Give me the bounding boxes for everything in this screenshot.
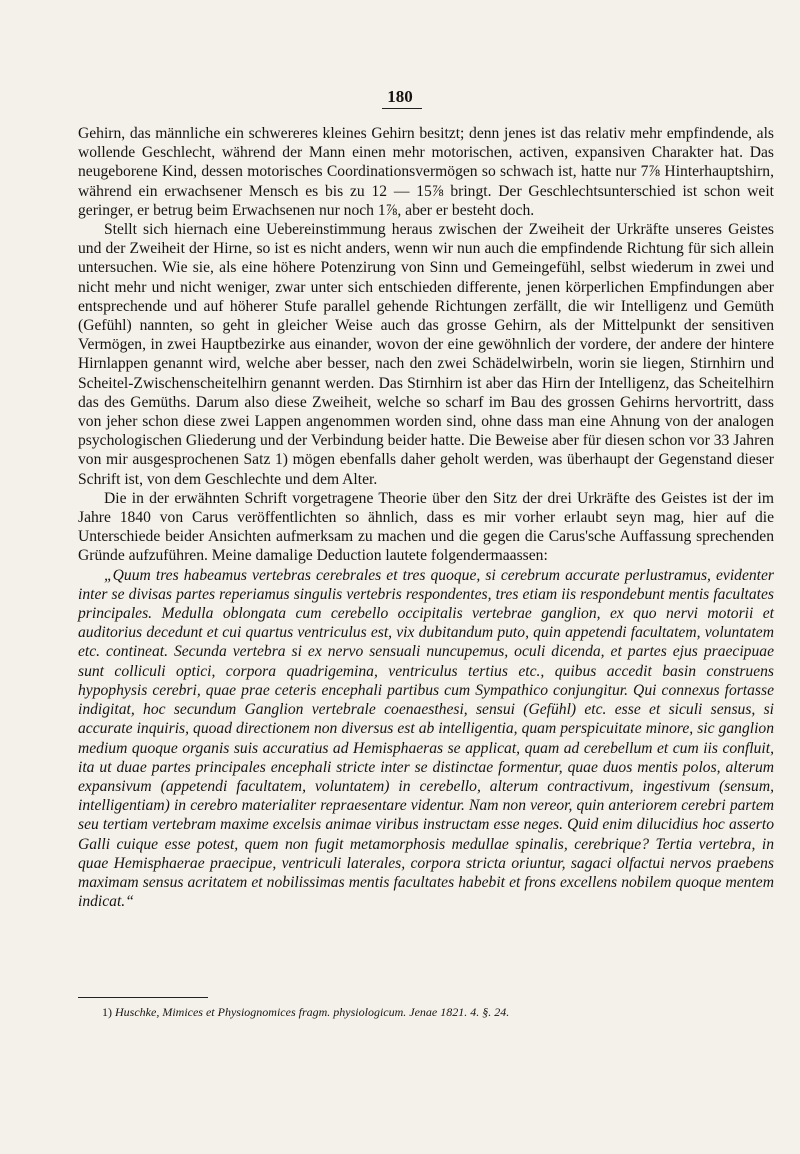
latin-quotation: „Quum tres habeamus vertebras cerebrales et tres quoque, si cerebrum accurate perlustramus, evidenter inter se divisas partes reperiamus singulis vertebris respondentes, tres etiam iis respondebunt mentis facultates principales. Medulla oblongata cum cerebello occipitalis vertebrae ganglion, ex quo nervi motorii et auditorius decedunt et cui quartus ventriculus est, vix dubitandum puto, quin appetendi facultatem, voluntatem etc. contineat. Secunda vertebra si ex nervo sensuali nuncupemus, oculi dicenda, et partes ejus praecipuae sunt colliculi optici, corpora quadrigemina, ventriculus tertius etc., quibus accedit basin construens hypophysis cerebri, quae prae ceteris encephali partibus cum Sympathico conjungitur. Qui connexus fortasse indigitat, hoc secundum Ganglion vertebrale coenaesthesi, sensui (Gefühl) etc. esse et siculi sensus, si accurate inquiris, quoad directionem non diversus est ab intelligentia, quam perspicuitate minore, sic ganglion medium quoque organis suis accuratius ad Hemisphaeras se applicat, quam ad cerebellum et cum iis confluit, ita ut duae partes principales encephali stricte inter se distinctae formentur, quae duos mentis polos, alterum expansivum (appetendi facultatem, voluntatem) in cerebello, alterum contractivum, ingestivum (sensum, intelligentiam) in cerebro materialiter repraesentare videntur. Nam non vereor, quin anteriorem cerebri partem seu tertiam vertebram maxime excelsis animae viribus instructam esse neges. Quid enim dilucidius hoc asserto Galli cuique esse potest, quem non fugit metamorphosis medullae spinalis, cerebrique? Tertia vertebra, in quae Hemisphaerae praecipue, ventriculi laterales, corpora stricta oriuntur, sagaci olfactui nervos praebens maximam sensus acritatem et nobilissimas mentis facultates habebit et frons excellens nobilem quoque mentem indicat.“: [78, 566, 774, 911]
body-text: [78, 124, 774, 911]
footnote-rule: [78, 997, 208, 998]
paragraph-3: Die in der erwähnten Schrift vorgetragene Theorie über den Sitz der drei Urkräfte des Geistes ist der im Jahre 1840 von Carus veröffentlichten so ähnlich, dass es mir vorher erlaubt seyn mag, hier auf die Unterschiede beider Ansichten aufmerksam zu machen und die gegen die Carus'sche Auffassung sprechenden Gründe aufzuführen. Meine damalige Deduction lautete folgendermaassen:: [78, 489, 774, 565]
footnote-marker: 1): [102, 1005, 112, 1019]
footnote-author: Huschke,: [115, 1005, 160, 1019]
page-number: 180: [387, 87, 413, 106]
paragraph-1: Gehirn, das männliche ein schwereres kleines Gehirn besitzt; denn jenes ist das relativ mehr empfindende, als wollende Geschlecht, während der Mann einen mehr motorischen, activen, expansiven Charakter hat. Das neugeborene Kind, dessen motorisches Coordinationsvermögen so schwach ist, hatte nur 7⅞ Hinterhauptshirn, während ein erwachsener Mensch es bis zu 12 — 15⅞ bringt. Der Geschlechtsunterschied ist schon weit geringer, er betrug beim Erwachsenen nur noch 1⅞, aber er besteht doch.: [78, 125, 774, 219]
header-rule: [382, 108, 422, 109]
paragraph-2: Stellt sich hiernach eine Uebereinstimmung heraus zwischen der Zweiheit der Urkräfte unseres Geistes und der Zweiheit der Hirne, so ist es nicht anders, wenn wir nun auch die empfindende Richtung für sich allein untersuchen. Wie sie, als eine höhere Potenzirung von Sinn und Gemeingefühl, selbst wiederum in zwei und nicht mehr und nicht weniger, zwar unter sich entschieden differente, jenen körperlichen Empfindungen aber entsprechende und auf höherer Stufe parallel gehende Richtungen zerfällt, die wir Intelligenz und Gemüth (Gefühl) nannten, so geht in gleicher Weise auch das grosse Gehirn, als der Mittelpunkt der sensitiven Vermögen, in zwei Hauptbezirke aus einander, wovon der eine gewöhnlich der vordere, der andere der hintere Hirnlappen genannt wird, welche aber besser, nach den zwei Schädelwirbeln, worin sie liegen, Stirnhirn und Scheitel-Zwischenscheitelhirn genannt werden. Das Stirnhirn ist aber das Hirn der Intelligenz, das Scheitelhirn das des Gemüths. Darum also diese Zweiheit, welche so scharf im Bau des grossen Gehirns hervortritt, dass von jeher schon diese zwei Lappen angenommen worden sind, ohne dass man eine Ahnung von der analogen psychologischen Gliederung und der Verbindung beider hatte. Die Beweise aber für diesen schon vor 33 Jahren von mir ausgesprochenen Satz 1) mögen ebenfalls daher geholt werden, was überhaupt der Gegenstand dieser Schrift ist, von dem Geschlechte und dem Alter.: [78, 221, 774, 488]
footnote: [102, 1004, 774, 1020]
footnote-text: Mimices et Physiognomices fragm. physiologicum. Jenae 1821. 4. §. 24.: [162, 1005, 510, 1019]
